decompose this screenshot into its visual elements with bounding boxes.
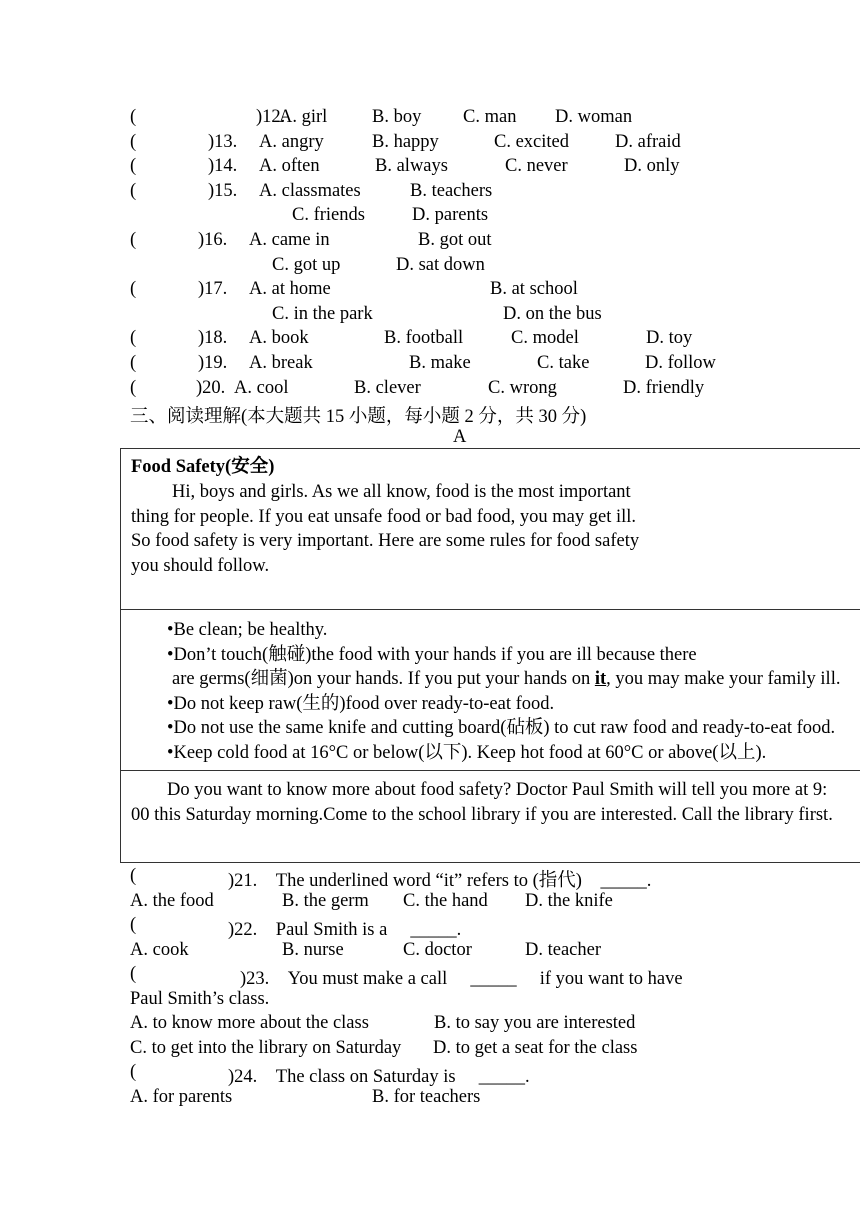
passage-title: Food Safety(安全) — [131, 457, 275, 477]
answer-paren: ( — [130, 866, 137, 886]
outro-line-1: Do you want to know more about food safety? Doctor Paul Smith will tell you more at 9: — [167, 780, 828, 800]
passage-letter: A — [453, 427, 467, 447]
rule-2-continued — [172, 667, 840, 691]
answer-paren: ( — [130, 230, 137, 250]
intro-line-3: So food safety is very important. Here are some rules for food safety — [131, 531, 640, 551]
answer-paren: ( — [130, 156, 137, 176]
option-d: D. only — [624, 156, 680, 176]
answer-paren: ( — [130, 328, 137, 348]
option-a: A. to know more about the class — [130, 1013, 369, 1033]
option-c: C. to get into the library on Saturday — [130, 1038, 402, 1058]
option-d: D. on the bus — [503, 304, 602, 324]
option-c: C. doctor — [403, 940, 472, 960]
option-a: A. for parents — [130, 1087, 233, 1107]
option-c: C. excited — [494, 132, 570, 152]
option-b: B. happy — [372, 132, 439, 152]
option-d: D. sat down — [396, 255, 485, 275]
question-number: )19. — [198, 353, 228, 373]
option-a: A. cook — [130, 940, 189, 960]
option-d: D. to get a seat for the class — [433, 1038, 638, 1058]
option-b: B. always — [375, 156, 448, 176]
option-a: A. book — [249, 328, 309, 348]
option-a: A. angry — [259, 132, 324, 152]
answer-paren: ( — [130, 353, 137, 373]
question-number: )15. — [208, 181, 238, 201]
question-24-stem: )24. The class on Saturday is _____. — [228, 1067, 530, 1087]
option-b: B. teachers — [410, 181, 493, 201]
answer-paren: ( — [130, 107, 137, 127]
question-number: )18. — [198, 328, 228, 348]
option-d: D. follow — [645, 353, 716, 373]
question-number: )12. — [256, 107, 286, 127]
question-number: )20. — [196, 378, 226, 398]
intro-line-1: Hi, boys and girls. As we all know, food is the most important — [172, 482, 631, 502]
question-21-stem: )21. The underlined word “it” refers to (指代) _____. — [228, 871, 652, 891]
question-number: )14. — [208, 156, 238, 176]
option-d: D. toy — [646, 328, 693, 348]
option-c: C. in the park — [272, 304, 373, 324]
option-c: C. wrong — [488, 378, 557, 398]
outro-line-2: 00 this Saturday morning.Come to the school library if you are interested. Call the library first. — [131, 805, 833, 825]
option-b: B. boy — [372, 107, 422, 127]
option-b: B. the germ — [282, 891, 369, 911]
question-23-stem-continued: Paul Smith’s class. — [130, 989, 270, 1009]
option-d: D. friendly — [623, 378, 705, 398]
option-b: B. clever — [354, 378, 421, 398]
passage-outro-box — [120, 770, 860, 863]
option-b: B. for teachers — [372, 1087, 481, 1107]
intro-line-4: you should follow. — [131, 556, 270, 576]
rule-2-text: are germs(细菌)on your hands. If you put your hands on — [172, 669, 595, 689]
intro-line-2: thing for people. If you eat unsafe food or bad food, you may get ill. — [131, 507, 637, 527]
option-d: D. teacher — [525, 940, 602, 960]
section-heading: 三、阅读理解(本大题共 15 小题，每小题 2 分，共 30 分) — [130, 407, 587, 427]
question-22-stem: )22. Paul Smith is a _____. — [228, 920, 462, 940]
option-c: C. man — [463, 107, 517, 127]
option-c: C. model — [511, 328, 579, 348]
option-c: C. friends — [292, 205, 365, 225]
option-a: A. cool — [234, 378, 289, 398]
question-number: )16. — [198, 230, 228, 250]
option-a: A. girl — [279, 107, 328, 127]
option-a: A. came in — [249, 230, 330, 250]
option-b: B. football — [384, 328, 464, 348]
answer-paren: ( — [130, 964, 137, 984]
answer-paren: ( — [130, 279, 137, 299]
answer-paren: ( — [130, 181, 137, 201]
option-b: B. got out — [418, 230, 492, 250]
option-d: D. the knife — [525, 891, 613, 911]
answer-paren: ( — [130, 132, 137, 152]
passage-intro-box — [120, 448, 860, 610]
underlined-word: it — [594, 669, 607, 689]
option-c: C. got up — [272, 255, 341, 275]
rule-2-text-end: , you may make your family ill. — [606, 669, 841, 689]
option-a: A. break — [249, 353, 313, 373]
option-a: A. classmates — [259, 181, 361, 201]
rule-3: •Do not keep raw(生的)food over ready-to-eat food. — [167, 694, 555, 714]
option-a: A. often — [259, 156, 320, 176]
option-c: C. never — [505, 156, 568, 176]
option-d: D. parents — [412, 205, 489, 225]
option-b: B. to say you are interested — [434, 1013, 636, 1033]
rule-4: •Do not use the same knife and cutting board(砧板) to cut raw food and ready-to-eat food. — [167, 718, 836, 738]
rule-1: •Be clean; be healthy. — [167, 620, 328, 640]
rule-5: •Keep cold food at 16°C or below(以下). Keep hot food at 60°C or above(以上). — [167, 743, 767, 763]
option-d: D. afraid — [615, 132, 681, 152]
option-a: A. the food — [130, 891, 214, 911]
answer-paren: ( — [130, 915, 137, 935]
option-b: B. make — [409, 353, 471, 373]
option-d: D. woman — [555, 107, 633, 127]
rule-2: •Don’t touch(触碰)the food with your hands if you are ill because there — [167, 645, 697, 665]
passage-rules-box — [120, 609, 860, 771]
question-number: )17. — [198, 279, 228, 299]
answer-paren: ( — [130, 378, 137, 398]
option-b: B. at school — [490, 279, 578, 299]
option-b: B. nurse — [282, 940, 344, 960]
answer-paren: ( — [130, 1062, 137, 1082]
question-23-stem: )23. You must make a call _____ if you want to have — [240, 969, 683, 989]
question-number: )13. — [208, 132, 238, 152]
option-a: A. at home — [249, 279, 331, 299]
option-c: C. the hand — [403, 891, 488, 911]
option-c: C. take — [537, 353, 590, 373]
